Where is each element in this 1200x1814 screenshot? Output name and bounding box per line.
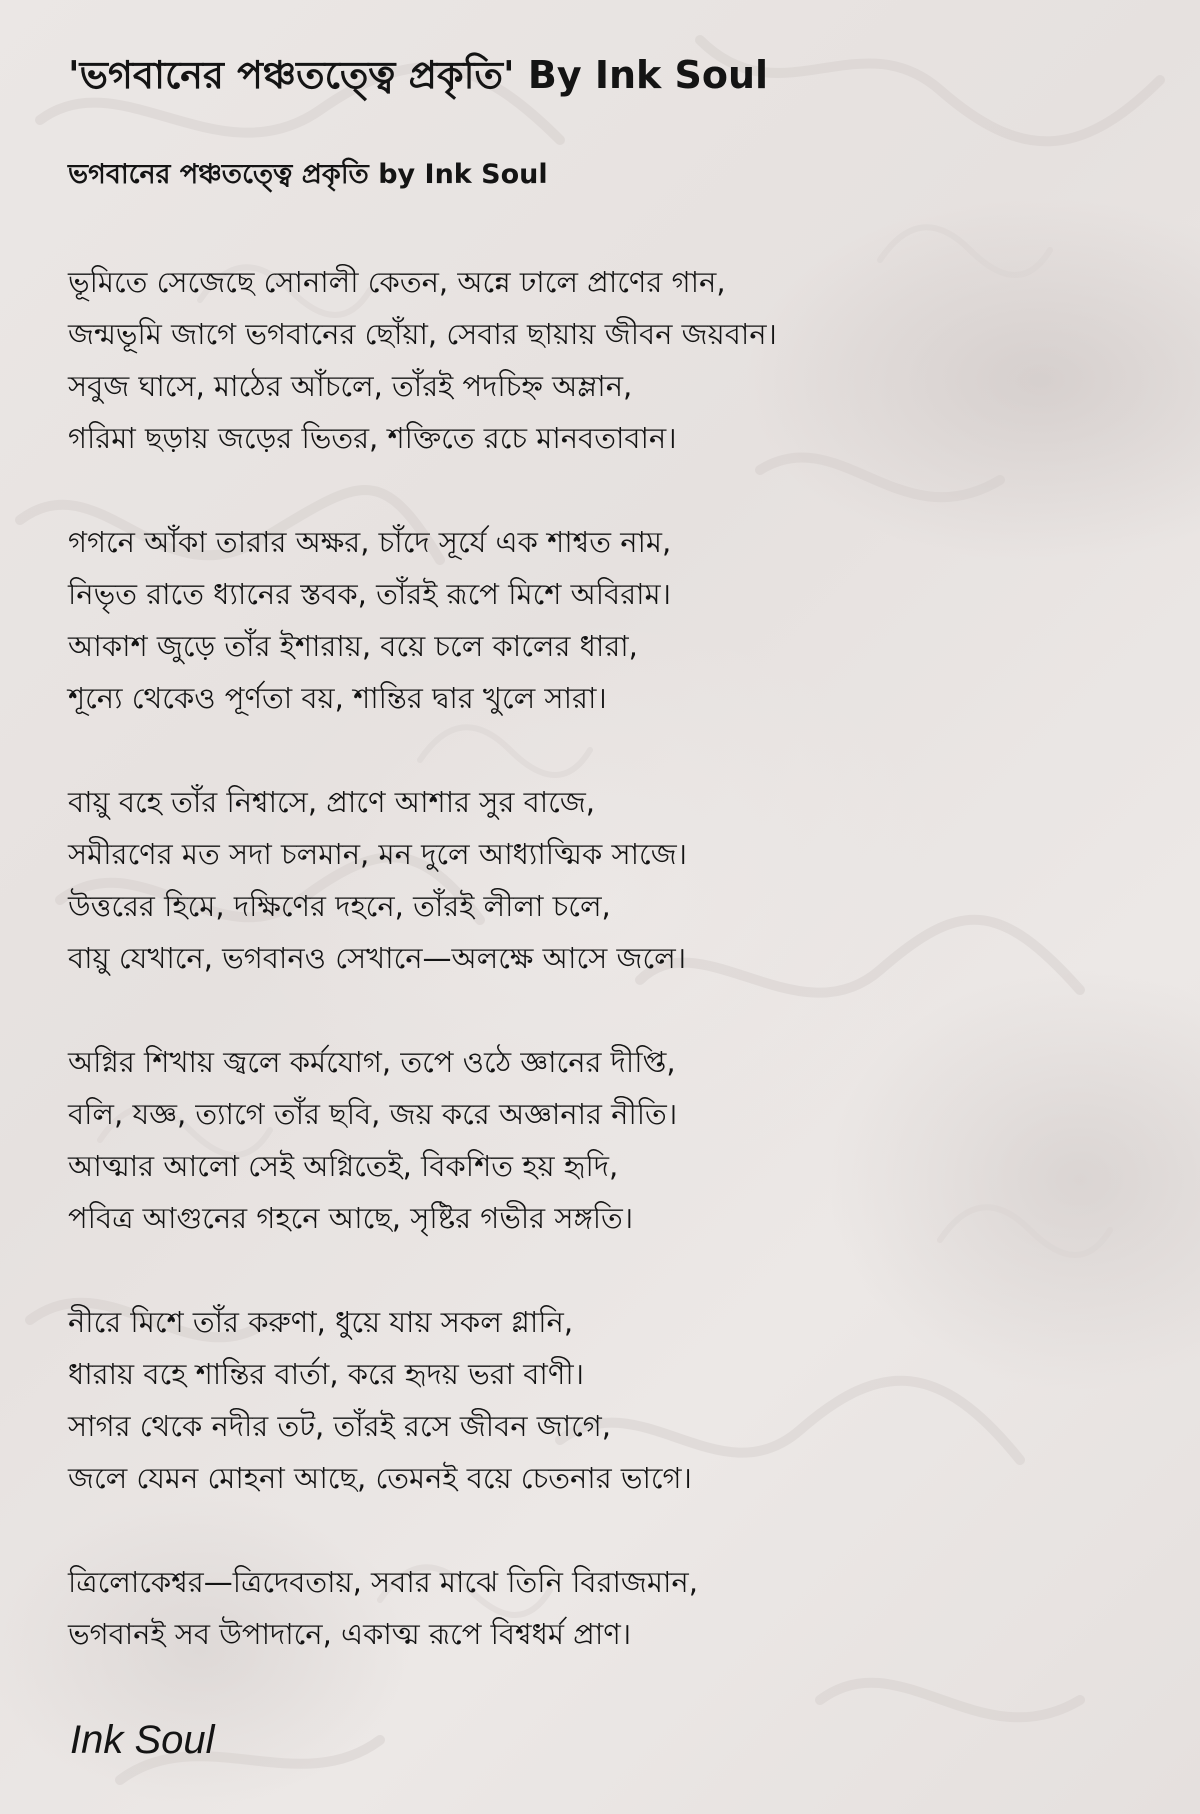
poem-line: জলে যেমন মোহনা আছে, তেমনই বয়ে চেতনার ভাগে।: [68, 1461, 692, 1495]
poem-line: বলি, যজ্ঞ, ত্যাগে তাঁর ছবি, জয় করে অজ্ঞানার নীতি।: [68, 1097, 678, 1131]
poem-line: নিভৃত রাতে ধ্যানের স্তবক, তাঁরই রূপে মিশে অবিরাম।: [68, 577, 672, 611]
stanza-2: [68, 516, 1168, 724]
poem-line: বায়ু যেখানে, ভগবানও সেখানে—অলক্ষে আসে জলে।: [68, 941, 687, 975]
poem-line: উত্তরের হিমে, দক্ষিণের দহনে, তাঁরই লীলা চলে,: [68, 889, 611, 923]
author-signature: Ink Soul: [70, 1718, 215, 1762]
poem-subtitle: ভগবানের পঞ্চতত্ত্বে প্রকৃতি by Ink Soul: [68, 159, 548, 190]
poem-line: গরিমা ছড়ায় জড়ের ভিতর, শক্তিতে রচে মানবতাবান।: [68, 421, 677, 455]
stanza-6: [68, 1556, 1168, 1660]
poem-line: সমীরণের মত সদা চলমান, মন দুলে আধ্যাত্মিক সাজে।: [68, 837, 688, 871]
poem-line: ভগবানই সব উপাদানে, একাত্ম রূপে বিশ্বধর্ম প্রাণ।: [68, 1617, 632, 1651]
poem-line: জন্মভূমি জাগে ভগবানের ছোঁয়া, সেবার ছায়ায় জীবন জয়বান।: [68, 317, 777, 351]
stanza-3: [68, 776, 1168, 984]
poem-title: 'ভগবানের পঞ্চতত্ত্বে প্রকৃতি' By Ink Soul: [68, 53, 769, 97]
poem-line: নীরে মিশে তাঁর করুণা, ধুয়ে যায় সকল গ্লানি,: [68, 1305, 574, 1339]
stanza-5: [68, 1296, 1168, 1504]
poem-body: [68, 256, 1168, 1712]
poem-line: অগ্নির শিখায় জ্বলে কর্মযোগ, তপে ওঠে জ্ঞানের দীপ্তি,: [68, 1045, 676, 1079]
poem-line: ভূমিতে সেজেছে সোনালী কেতন, অন্নে ঢালে প্রাণের গান,: [68, 265, 726, 299]
poem-line: আকাশ জুড়ে তাঁর ইশারায়, বয়ে চলে কালের ধারা,: [68, 629, 638, 663]
stanza-1: [68, 256, 1168, 464]
poem-line: সবুজ ঘাসে, মাঠের আঁচলে, তাঁরই পদচিহ্ন অম্লান,: [68, 369, 633, 403]
poem-line: আত্মার আলো সেই অগ্নিতেই, বিকশিত হয় হৃদি,: [68, 1149, 619, 1183]
poem-line: বায়ু বহে তাঁর নিশ্বাসে, প্রাণে আশার সুর বাজে,: [68, 785, 595, 819]
poem-line: গগনে আঁকা তারার অক্ষর, চাঁদে সূর্যে এক শাশ্বত নাম,: [68, 525, 672, 559]
poem-line: শূন্যে থেকেও পূর্ণতা বয়, শান্তির দ্বার খুলে সারা।: [68, 681, 607, 715]
poem-line: ধারায় বহে শান্তির বার্তা, করে হৃদয় ভরা বাণী।: [68, 1357, 585, 1391]
poem-line: সাগর থেকে নদীর তট, তাঁরই রসে জীবন জাগে,: [68, 1409, 612, 1443]
stanza-4: [68, 1036, 1168, 1244]
poem-line: পবিত্র আগুনের গহনে আছে, সৃষ্টির গভীর সঙ্গতি।: [68, 1201, 634, 1235]
poem-line: ত্রিলোকেশ্বর—ত্রিদেবতায়, সবার মাঝে তিনি বিরাজমান,: [68, 1565, 698, 1599]
